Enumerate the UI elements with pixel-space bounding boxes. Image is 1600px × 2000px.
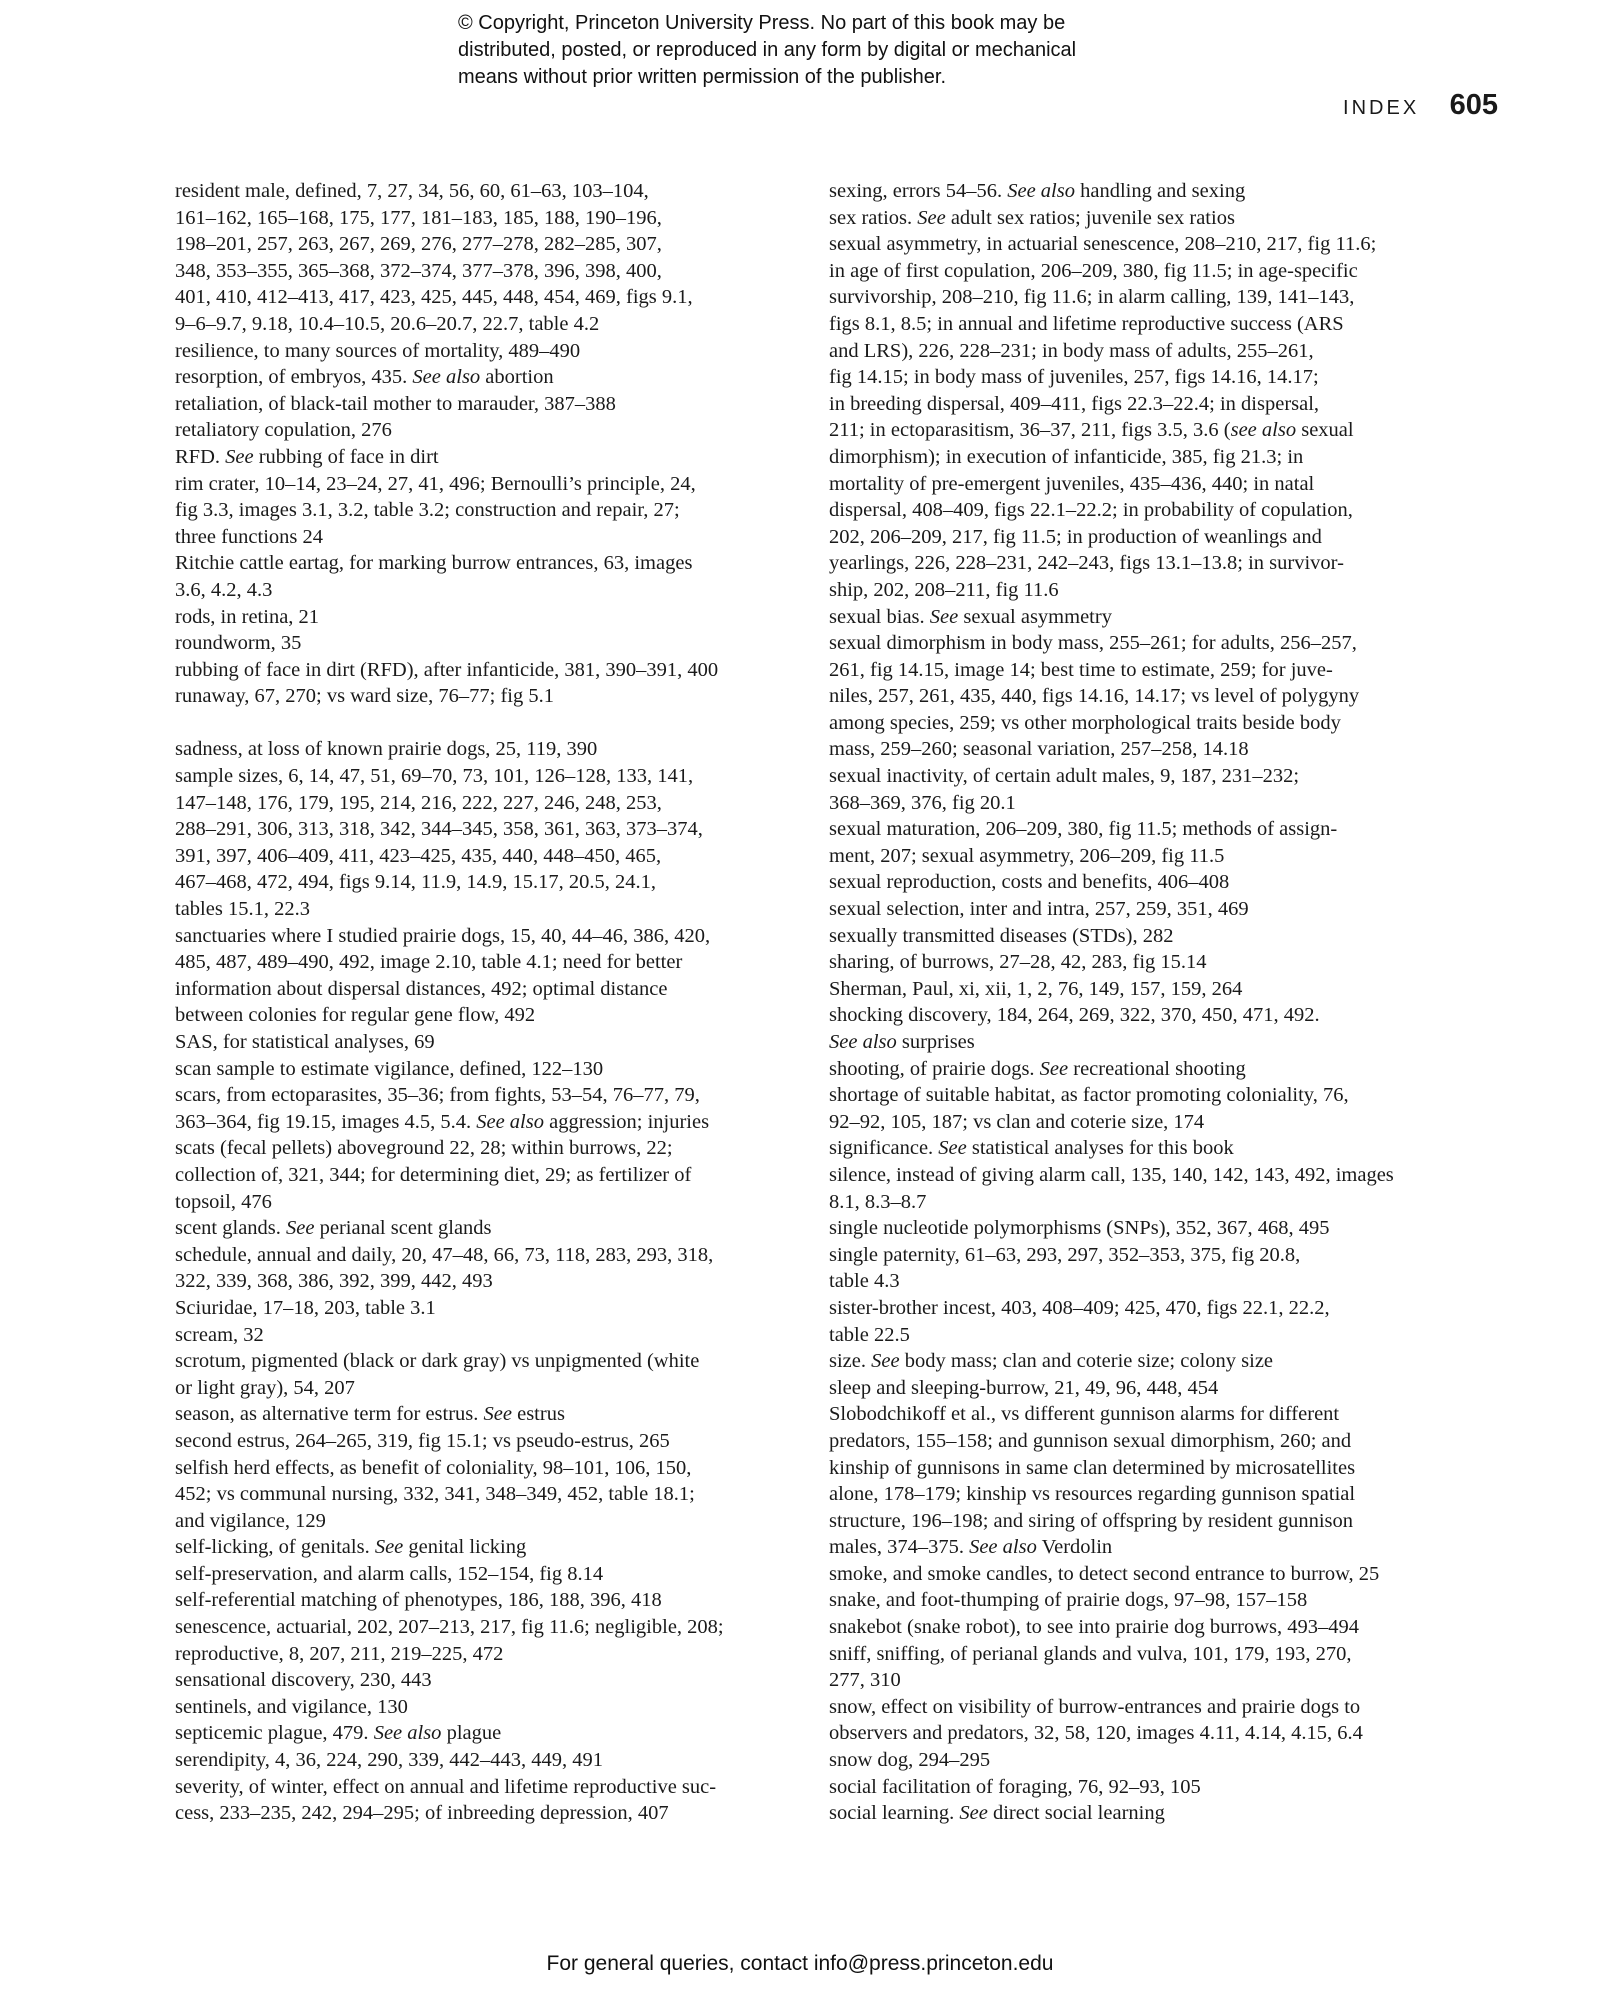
- index-entry-line: sanctuaries where I studied prairie dogs, 15, 40, 44–46, 386, 420,: [175, 924, 711, 947]
- index-entry-line: figs 8.1, 8.5; in annual and lifetime reproductive success (ARS: [829, 312, 1344, 335]
- index-entry: [175, 1322, 795, 1349]
- index-entry: [829, 1800, 1449, 1827]
- index-entry-line: table 4.3: [829, 1270, 900, 1293]
- index-entry-line: or light gray), 54, 207: [175, 1376, 355, 1399]
- index-entry-line: three functions 24: [175, 525, 324, 548]
- index-entry: [829, 1375, 1449, 1402]
- index-entry-line: resident male, defined, 7, 27, 34, 56, 60, 61–63, 103–104,: [175, 180, 649, 202]
- index-entry: [829, 869, 1449, 896]
- index-entry: [175, 763, 795, 923]
- index-entry: [829, 1242, 1449, 1295]
- index-entry-line: SAS, for statistical analyses, 69: [175, 1031, 435, 1053]
- index-entry-line: 485, 487, 489–490, 492, image 2.10, table 4.1; need for better: [175, 951, 683, 974]
- running-head: [1343, 89, 1498, 122]
- index-entry-line: sadness, at loss of known prairie dogs, 25, 119, 390: [175, 738, 598, 761]
- index-entry: [829, 1215, 1449, 1242]
- index-entry-line: 391, 397, 406–409, 411, 423–425, 435, 440, 448–450, 465,: [175, 844, 662, 867]
- index-entry-line: roundworm, 35: [175, 632, 302, 655]
- index-entry: [175, 1747, 795, 1774]
- index-entry-line: significance. See statistical analyses for this book: [829, 1137, 1234, 1160]
- index-entry-line: sexual asymmetry, in actuarial senescence, 208–210, 217, fig 11.6;: [829, 233, 1377, 256]
- index-entry-line: sexual maturation, 206–209, 380, fig 11.5; methods of assign-: [829, 818, 1338, 841]
- index-entry-line: snow, effect on visibility of burrow-entrances and prairie dogs to: [829, 1695, 1361, 1718]
- index-entry-line: single nucleotide polymorphisms (SNPs), 352, 367, 468, 495: [829, 1217, 1330, 1240]
- index-entry: [175, 1694, 795, 1721]
- copyright-line: distributed, posted, or reproduced in any form by digital or mechanical: [458, 39, 1077, 61]
- index-entry-line: table 22.5: [829, 1323, 910, 1346]
- index-entry: [175, 391, 795, 418]
- index-entry-line: rubbing of face in dirt (RFD), after infanticide, 381, 390–391, 400: [175, 658, 719, 681]
- index-entry-line: fig 3.3, images 3.1, 3.2, table 3.2; construction and repair, 27;: [175, 499, 680, 522]
- index-entry-line: sniff, sniffing, of perianal glands and vulva, 101, 179, 193, 270,: [829, 1642, 1352, 1665]
- index-entry-line: information about dispersal distances, 492; optimal distance: [175, 977, 668, 1000]
- index-entry-line: Sherman, Paul, xi, xii, 1, 2, 76, 149, 157, 159, 264: [829, 977, 1243, 1000]
- index-entry: [175, 630, 795, 657]
- index-entry-line: among species, 259; vs other morphological traits beside body: [829, 711, 1341, 734]
- index-entry: [175, 1614, 795, 1667]
- index-entry: [175, 364, 795, 391]
- index-entry: [829, 896, 1449, 923]
- index-entry-line: reproductive, 8, 207, 211, 219–225, 472: [175, 1642, 504, 1665]
- index-entry-line: Slobodchikoff et al., vs different gunnison alarms for different: [829, 1403, 1340, 1426]
- index-entry-line: shooting, of prairie dogs. See recreational shooting: [829, 1057, 1246, 1080]
- index-entry-line: dispersal, 408–409, figs 22.1–22.2; in probability of copulation,: [829, 499, 1353, 522]
- index-entry-line: 92–92, 105, 187; vs clan and coterie size, 174: [829, 1110, 1205, 1133]
- index-entry: [829, 630, 1449, 763]
- index-entry-line: scrotum, pigmented (black or dark gray) vs unpigmented (white: [175, 1350, 700, 1373]
- index-entry-line: senescence, actuarial, 202, 207–213, 217, fig 11.6; negligible, 208;: [175, 1616, 724, 1639]
- index-entry-line: sexual reproduction, costs and benefits, 406–408: [829, 871, 1230, 894]
- index-entry-line: sexing, errors 54–56. See also handling and sexing: [829, 180, 1246, 202]
- index-entry-line: 322, 339, 368, 386, 392, 399, 442, 493: [175, 1270, 493, 1293]
- index-entry-line: ment, 207; sexual asymmetry, 206–209, fig 11.5: [829, 844, 1225, 867]
- index-entry-line: ship, 202, 208–211, fig 11.6: [829, 578, 1059, 601]
- index-entry: [829, 949, 1449, 976]
- index-entry-line: sexual bias. See sexual asymmetry: [829, 605, 1112, 628]
- index-entry: [829, 816, 1449, 869]
- index-entry-line: kinship of gunnisons in same clan determined by microsatellites: [829, 1456, 1356, 1479]
- index-entry-line: 147–148, 176, 179, 195, 214, 216, 222, 227, 246, 248, 253,: [175, 791, 662, 814]
- index-entry: [829, 1082, 1449, 1135]
- index-entry-line: smoke, and smoke candles, to detect second entrance to burrow, 25: [829, 1562, 1380, 1585]
- index-entry-line: scream, 32: [175, 1323, 264, 1346]
- index-entry: [175, 1561, 795, 1588]
- index-entry-line: sensational discovery, 230, 443: [175, 1669, 432, 1692]
- index-entry-line: niles, 257, 261, 435, 440, figs 14.16, 14.17; vs level of polygyny: [829, 685, 1360, 708]
- index-entry: [829, 763, 1449, 816]
- index-entry-line: sexually transmitted diseases (STDs), 282: [829, 924, 1174, 947]
- index-entry-line: sleep and sleeping-burrow, 21, 49, 96, 448, 454: [829, 1376, 1219, 1399]
- index-entry-line: dimorphism); in execution of infanticide, 385, fig 21.3; in: [829, 445, 1304, 468]
- index-entry-line: Sciuridae, 17–18, 203, table 3.1: [175, 1296, 436, 1319]
- index-entry-line: 368–369, 376, fig 20.1: [829, 791, 1016, 814]
- index-entry-line: sentinels, and vigilance, 130: [175, 1695, 408, 1718]
- index-entry-line: sample sizes, 6, 14, 47, 51, 69–70, 73, 101, 126–128, 133, 141,: [175, 765, 694, 788]
- index-entry: [175, 1029, 795, 1056]
- index-entry: [829, 976, 1449, 1003]
- index-entry: [175, 471, 795, 551]
- index-entry-line: and vigilance, 129: [175, 1509, 326, 1532]
- index-entry: [829, 1561, 1449, 1588]
- index-entry: [175, 736, 795, 763]
- index-entry-line: scan sample to estimate vigilance, defined, 122–130: [175, 1057, 604, 1080]
- index-entry: [829, 1401, 1449, 1561]
- index-entry: [175, 683, 795, 710]
- index-entry-line: snakebot (snake robot), to see into prairie dog burrows, 493–494: [829, 1616, 1360, 1639]
- index-entry: [829, 604, 1449, 631]
- copyright-notice: [458, 10, 1218, 91]
- index-entry: [175, 1135, 795, 1215]
- index-entry-line: yearlings, 226, 228–231, 242–243, figs 13.1–13.8; in survivor-: [829, 552, 1344, 575]
- index-entry-line: observers and predators, 32, 58, 120, images 4.11, 4.14, 4.15, 6.4: [829, 1722, 1363, 1745]
- index-entry-line: tables 15.1, 22.3: [175, 898, 310, 921]
- index-entry: [829, 205, 1449, 232]
- index-entry: [829, 1162, 1449, 1215]
- index-entry: [829, 1135, 1449, 1162]
- index-entry: [175, 178, 795, 338]
- index-entry: [175, 550, 795, 603]
- index-entry-line: males, 374–375. See also Verdolin: [829, 1536, 1113, 1559]
- index-entry-line: resilience, to many sources of mortality, 489–490: [175, 339, 581, 362]
- copyright-line: © Copyright, Princeton University Press. No part of this book may be: [458, 12, 1066, 34]
- index-entry-line: social learning. See direct social learning: [829, 1802, 1165, 1825]
- index-entry-line: septicemic plague, 479. See also plague: [175, 1722, 502, 1745]
- index-entry-line: sexual inactivity, of certain adult males, 9, 187, 231–232;: [829, 765, 1300, 788]
- index-entry-line: retaliatory copulation, 276: [175, 419, 392, 442]
- index-entry-line: 288–291, 306, 313, 318, 342, 344–345, 358, 361, 363, 373–374,: [175, 818, 703, 841]
- index-entry: [175, 1428, 795, 1455]
- index-entry-line: in breeding dispersal, 409–411, figs 22.3–22.4; in dispersal,: [829, 392, 1320, 415]
- index-entry: [829, 1348, 1449, 1375]
- index-entry: [175, 1082, 795, 1135]
- index-entry: [175, 1215, 795, 1242]
- index-entry-line: alone, 178–179; kinship vs resources regarding gunnison spatial: [829, 1483, 1356, 1506]
- index-entry-line: 202, 206–209, 217, fig 11.5; in production of weanlings and: [829, 525, 1322, 548]
- index-entry: [829, 1056, 1449, 1083]
- index-entry-line: RFD. See rubbing of face in dirt: [175, 445, 439, 468]
- index-entry-line: scent glands. See perianal scent glands: [175, 1217, 492, 1240]
- index-entry: [829, 1774, 1449, 1801]
- index-entry-line: 348, 353–355, 365–368, 372–374, 377–378, 396, 398, 400,: [175, 259, 662, 282]
- index-entry-line: 3.6, 4.2, 4.3: [175, 578, 273, 601]
- index-entry-line: self-licking, of genitals. See genital licking: [175, 1536, 527, 1559]
- index-entry-line: serendipity, 4, 36, 224, 290, 339, 442–443, 449, 491: [175, 1749, 604, 1772]
- index-entry-line: between colonies for regular gene flow, 492: [175, 1004, 536, 1027]
- index-entry-line: self-preservation, and alarm calls, 152–154, fig 8.14: [175, 1562, 604, 1585]
- index-entry-line: sex ratios. See adult sex ratios; juvenile sex ratios: [829, 206, 1235, 229]
- index-entry: [829, 1295, 1449, 1348]
- index-entry-line: 211; in ectoparasitism, 36–37, 211, figs 3.5, 3.6 (see also sexual: [829, 419, 1354, 442]
- index-entry-line: mortality of pre-emergent juveniles, 435–436, 440; in natal: [829, 472, 1315, 495]
- index-entry: [829, 1002, 1449, 1055]
- index-entry: [175, 604, 795, 631]
- index-entry: [829, 178, 1449, 205]
- index-entry: [175, 338, 795, 365]
- index-entry: [175, 1774, 795, 1827]
- index-entry-line: snake, and foot-thumping of prairie dogs, 97–98, 157–158: [829, 1589, 1308, 1612]
- index-entry-line: single paternity, 61–63, 293, 297, 352–353, 375, fig 20.8,: [829, 1243, 1301, 1266]
- index-entry-line: severity, of winter, effect on annual and lifetime reproductive suc-: [175, 1775, 717, 1798]
- index-entry-line: fig 14.15; in body mass of juveniles, 257, figs 14.16, 14.17;: [829, 366, 1319, 389]
- index-entry-line: snow dog, 294–295: [829, 1749, 991, 1772]
- copyright-line: means without prior written permission of the publisher.: [458, 66, 947, 88]
- index-entry-line: 198–201, 257, 263, 267, 269, 276, 277–278, 282–285, 307,: [175, 233, 662, 256]
- index-entry: [829, 231, 1449, 603]
- index-entry-line: in age of first copulation, 206–209, 380, fig 11.5; in age-specific: [829, 259, 1358, 282]
- index-entry: [175, 417, 795, 444]
- index-entry-line: shocking discovery, 184, 264, 269, 322, 370, 450, 471, 492.: [829, 1004, 1320, 1027]
- index-entry: [829, 1641, 1449, 1694]
- index-entry-line: sister-brother incest, 403, 408–409; 425, 470, figs 22.1, 22.2,: [829, 1296, 1330, 1319]
- index-entry-line: sharing, of burrows, 27–28, 42, 283, fig 15.14: [829, 951, 1207, 974]
- index-entry: [175, 657, 795, 684]
- index-entry-line: self-referential matching of phenotypes, 186, 188, 396, 418: [175, 1589, 662, 1612]
- index-entry-line: 401, 410, 412–413, 417, 423, 425, 445, 448, 454, 469, figs 9.1,: [175, 286, 693, 309]
- index-entry-line: silence, instead of giving alarm call, 135, 140, 142, 143, 492, images: [829, 1163, 1394, 1186]
- index-entry: [175, 1720, 795, 1747]
- index-entry-line: 8.1, 8.3–8.7: [829, 1190, 927, 1213]
- index-entry-line: 452; vs communal nursing, 332, 341, 348–349, 452, table 18.1;: [175, 1483, 695, 1506]
- index-entry: [175, 1348, 795, 1401]
- index-entry-line: rods, in retina, 21: [175, 605, 320, 628]
- index-entry-line: structure, 196–198; and siring of offspring by resident gunnison: [829, 1509, 1354, 1532]
- index-entry-line: sexual dimorphism in body mass, 255–261; for adults, 256–257,: [829, 632, 1357, 655]
- index-entry-line: social facilitation of foraging, 76, 92–93, 105: [829, 1775, 1201, 1798]
- index-entry: [175, 1242, 795, 1295]
- index-entry-line: 261, fig 14.15, image 14; best time to estimate, 259; for juve-: [829, 658, 1333, 681]
- index-entry-line: 277, 310: [829, 1669, 901, 1692]
- index-entry: [175, 1401, 795, 1428]
- index-entry: [829, 1694, 1449, 1747]
- index-entry: [175, 1534, 795, 1561]
- index-entry-line: and LRS), 226, 228–231; in body mass of adults, 255–261,: [829, 339, 1314, 362]
- index-entry-line: selfish herd effects, as benefit of coloniality, 98–101, 106, 150,: [175, 1456, 692, 1479]
- index-entry: [175, 923, 795, 1029]
- footer-contact: For general queries, contact info@press.princeton.edu: [546, 1952, 1054, 1975]
- index-column-right: [829, 178, 1449, 1827]
- index-entry-line: schedule, annual and daily, 20, 47–48, 66, 73, 118, 283, 293, 318,: [175, 1243, 714, 1266]
- index-entry-line: 363–364, fig 19.15, images 4.5, 5.4. See also aggression; injuries: [175, 1110, 710, 1133]
- index-column-left: [175, 178, 795, 1827]
- index-entry-line: shortage of suitable habitat, as factor promoting coloniality, 76,: [829, 1084, 1349, 1107]
- index-entry-line: size. See body mass; clan and coterie size; colony size: [829, 1350, 1274, 1373]
- index-entry-line: 467–468, 472, 494, figs 9.14, 11.9, 14.9, 15.17, 20.5, 24.1,: [175, 871, 656, 894]
- index-entry-line: topsoil, 476: [175, 1190, 272, 1213]
- index-entry-line: predators, 155–158; and gunnison sexual dimorphism, 260; and: [829, 1429, 1352, 1452]
- index-entry-line: runaway, 67, 270; vs ward size, 76–77; fig 5.1: [175, 685, 554, 708]
- index-entry-line: scats (fecal pellets) aboveground 22, 28; within burrows, 22;: [175, 1137, 673, 1160]
- index-entry: [175, 1455, 795, 1535]
- index-entry-line: resorption, of embryos, 435. See also abortion: [175, 366, 554, 389]
- running-head-label: INDEX: [1343, 97, 1420, 119]
- index-entry-line: See also surprises: [829, 1031, 975, 1053]
- index-entry-line: retaliation, of black-tail mother to marauder, 387–388: [175, 392, 616, 415]
- index-entry-line: sexual selection, inter and intra, 257, 259, 351, 469: [829, 898, 1249, 921]
- index-entry-line: Ritchie cattle eartag, for marking burrow entrances, 63, images: [175, 552, 693, 575]
- index-entry-line: survivorship, 208–210, fig 11.6; in alarm calling, 139, 141–143,: [829, 286, 1355, 309]
- index-entry: [175, 1056, 795, 1083]
- index-entry-line: 9–6–9.7, 9.18, 10.4–10.5, 20.6–20.7, 22.7, table 4.2: [175, 312, 600, 335]
- index-entry: [175, 444, 795, 471]
- index-entry: [175, 1295, 795, 1322]
- index-entry-line: second estrus, 264–265, 319, fig 15.1; vs pseudo-estrus, 265: [175, 1429, 670, 1452]
- index-entry-line: rim crater, 10–14, 23–24, 27, 41, 496; Bernoulli’s principle, 24,: [175, 472, 696, 495]
- index-entry-line: 161–162, 165–168, 175, 177, 181–183, 185, 188, 190–196,: [175, 206, 662, 229]
- index-entry: [175, 1667, 795, 1694]
- page-number: 605: [1449, 89, 1498, 121]
- index-entry: [829, 1747, 1449, 1774]
- index-entry-line: mass, 259–260; seasonal variation, 257–258, 14.18: [829, 738, 1249, 761]
- index-entry: [175, 1587, 795, 1614]
- index-entry: [829, 923, 1449, 950]
- index-entry-line: cess, 233–235, 242, 294–295; of inbreeding depression, 407: [175, 1802, 669, 1825]
- index-entry-line: collection of, 321, 344; for determining diet, 29; as fertilizer of: [175, 1163, 692, 1186]
- index-entry: [829, 1587, 1449, 1614]
- index-entry-line: season, as alternative term for estrus. See estrus: [175, 1403, 565, 1426]
- index-entry: [829, 1614, 1449, 1641]
- index-entry-line: scars, from ectoparasites, 35–36; from fights, 53–54, 76–77, 79,: [175, 1084, 700, 1107]
